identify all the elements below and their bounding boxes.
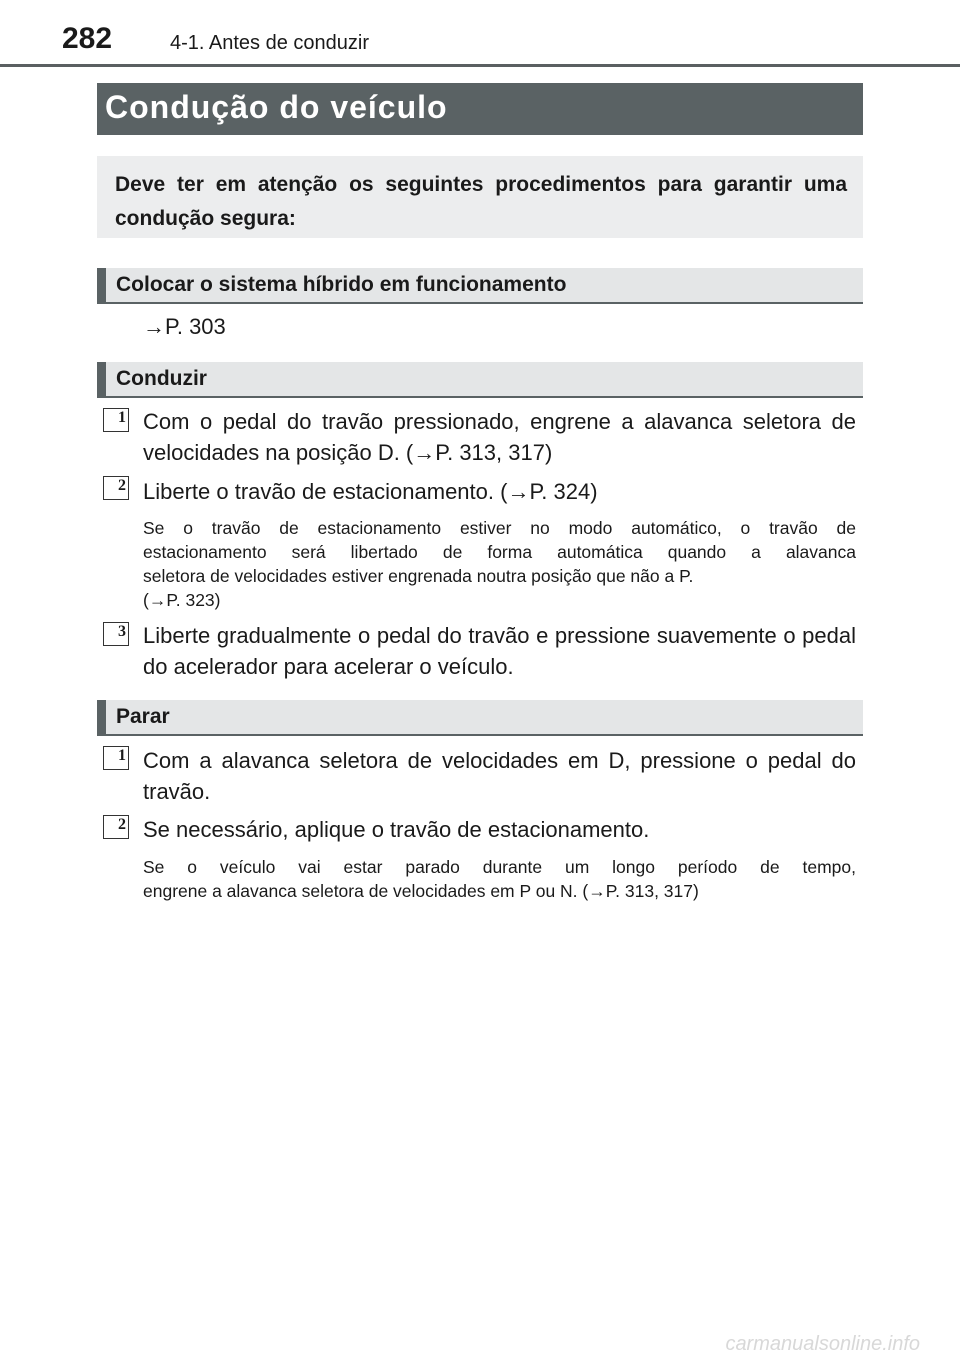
- note-line: estacionamento será libertado de forma automática quando a alavanca: [143, 542, 856, 562]
- note-line: Se o veículo vai estar parado durante um longo período de tempo,: [143, 857, 856, 877]
- step-note: [143, 516, 856, 612]
- step-number-badge: 1: [103, 746, 129, 770]
- step-text: Liberte o travão de estacionamento. (→P. 324): [143, 479, 598, 504]
- step-text: Se necessário, aplique o travão de estacionamento.: [143, 817, 650, 842]
- page-reference: →P. 303: [143, 314, 226, 339]
- note-line: (→P. 323): [143, 590, 221, 610]
- step-note: [143, 855, 856, 903]
- intro-box: [97, 156, 863, 238]
- step-text: Com a alavanca seletora de velocidades em D, pressione o pedal do travão.: [143, 748, 856, 804]
- step-number-badge: 3: [103, 622, 129, 646]
- page-header: [0, 0, 960, 68]
- note-line: Se o travão de estacionamento estiver no modo automático, o travão de: [143, 518, 856, 538]
- page-title: Condução do veículo: [97, 83, 863, 135]
- note-line: seletora de velocidades estiver engrenada noutra posição que não a P.: [143, 566, 694, 586]
- watermark: carmanualsonline.info: [725, 1333, 920, 1355]
- section-heading-start-system: Colocar o sistema híbrido em funcionamento: [97, 268, 863, 304]
- step-text: Com o pedal do travão pressionado, engrene a alavanca seletora de velocidades na posição D. (→P. 313, 317): [143, 409, 856, 465]
- section-heading-drive: Conduzir: [97, 362, 863, 398]
- note-line: engrene a alavanca seletora de velocidades em P ou N. (→P. 313, 317): [143, 881, 699, 901]
- step-number-badge: 2: [103, 476, 129, 500]
- page-number: 282: [62, 22, 113, 55]
- step-number-badge: 2: [103, 815, 129, 839]
- step-number-badge: 1: [103, 408, 129, 432]
- header-divider: [0, 64, 960, 67]
- step-text: Liberte gradualmente o pedal do travão e pressione suavemente o pedal do acelerador para acelerar o veículo.: [143, 623, 856, 679]
- intro-text: Deve ter em atenção os seguintes procedimentos para garantir uma condução segura:: [115, 173, 847, 230]
- chapter-title: 4-1. Antes de conduzir: [170, 32, 370, 54]
- section-heading-stop: Parar: [97, 700, 863, 736]
